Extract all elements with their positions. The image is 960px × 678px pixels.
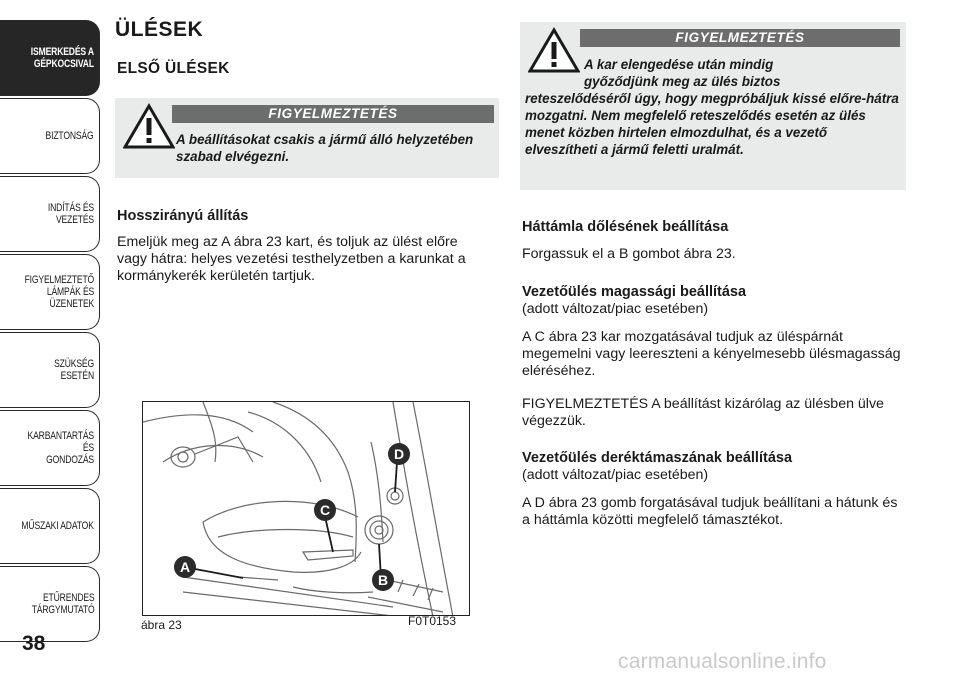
longitudinal-heading: Hosszirányú állítás [117, 208, 249, 224]
warning-box-left [115, 98, 499, 178]
tab-label: MŰSZAKI ADATOK [21, 520, 94, 532]
warning-line-1: A kar elengedése után mindig [584, 57, 774, 72]
marker-label-d: D [393, 446, 405, 462]
tab-biztonsag[interactable] [0, 98, 100, 174]
tab-muszaki[interactable] [0, 488, 100, 564]
tab-label: FIGYELMEZTETŐ LÁMPÁK ÉS ÜZENETEK [24, 274, 94, 310]
lumbar-sub: (adott változat/piac esetében) [522, 467, 709, 483]
lumbar-text: A D ábra 23 gomb forgatásával tudjuk beállítani a hátunk és a háttámla közötti megfelelő támasztékot. [522, 495, 898, 528]
backrest-heading: Háttámla dőlésének beállítása [522, 219, 729, 235]
warning-line-2: győződjünk meg az ülés biztos [584, 74, 781, 89]
height-text: A C ábra 23 kar mozgatásával tudjuk az üléspárnát megemelni vagy leereszteni a kényelmesebb ülésmagasság eléréséhez. [522, 329, 901, 379]
tab-label: ISMERKEDÉS A GÉPKOCSIVAL [30, 46, 94, 70]
warning-triangle-icon [123, 103, 175, 149]
tab-label: SZÜKSÉG ESETÉN [54, 358, 94, 382]
height-heading: Vezetőülés magassági beállítása [522, 284, 747, 300]
marker-label-a: A [179, 559, 191, 575]
figure-caption: ábra 23 [141, 618, 182, 632]
marker-label-b: B [377, 572, 389, 588]
tab-inditas[interactable] [0, 176, 100, 252]
tab-ismerkedes[interactable] [0, 20, 100, 96]
tab-label: KARBANTARTÁS ÉS GONDOZÁS [27, 430, 95, 466]
tab-label: BIZTONSÁG [45, 130, 94, 142]
warning-box-right [520, 22, 906, 190]
tab-szukseg[interactable] [0, 332, 100, 408]
warning-heading: FIGYELMEZTETÉS [172, 105, 494, 123]
warning-heading: FIGYELMEZTETÉS [580, 29, 900, 47]
warning-text-rest: reteszelődéséről úgy, hogy megpróbáljuk kissé előre-hátra mozgatni. Nem megfelelő reteszelődés esetén az ülés menet közben hirtelen elmozdulhat, és a vezető elveszítheti a jármű feletti uralmát. [525, 91, 899, 157]
page-number: 38 [22, 632, 46, 655]
height-warning: FIGYELMEZTETÉS A beállítást kizárólag az ülésben ülve végezzük. [522, 396, 884, 429]
tab-figyelmezteto[interactable] [0, 254, 100, 330]
tab-targymutato[interactable] [0, 566, 100, 642]
backrest-text: Forgassuk el a B gombot ábra 23. [522, 246, 736, 262]
height-sub: (adott változat/piac esetében) [522, 301, 709, 317]
tab-karbantartas[interactable] [0, 410, 100, 486]
longitudinal-text: Emeljük meg az A ábra 23 kart, és toljuk az ülést előre vagy hátra: helyes vezetési testhelyzetben a karunkat a kormánykerék kerületén tartjuk. [117, 234, 466, 284]
warning-text: A beállításokat csakis a jármű álló helyzetében szabad elvégezni. [176, 132, 474, 164]
figure-code: F0T0153 [408, 614, 457, 628]
seat-drawing [143, 402, 470, 616]
tab-label: ETŰRENDES TÁRGYMUTATÓ [31, 592, 94, 616]
watermark: carmanualsonline.info [618, 650, 827, 673]
seat-illustration [142, 401, 470, 616]
tab-label: INDÍTÁS ÉS VEZETÉS [47, 202, 94, 226]
section-subtitle: ELSŐ ÜLÉSEK [117, 60, 230, 77]
marker-label-c: C [319, 502, 331, 518]
page-title: ÜLÉSEK [115, 18, 204, 41]
lumbar-heading: Vezetőülés deréktámaszának beállítása [522, 450, 793, 466]
warning-triangle-icon [528, 27, 580, 73]
